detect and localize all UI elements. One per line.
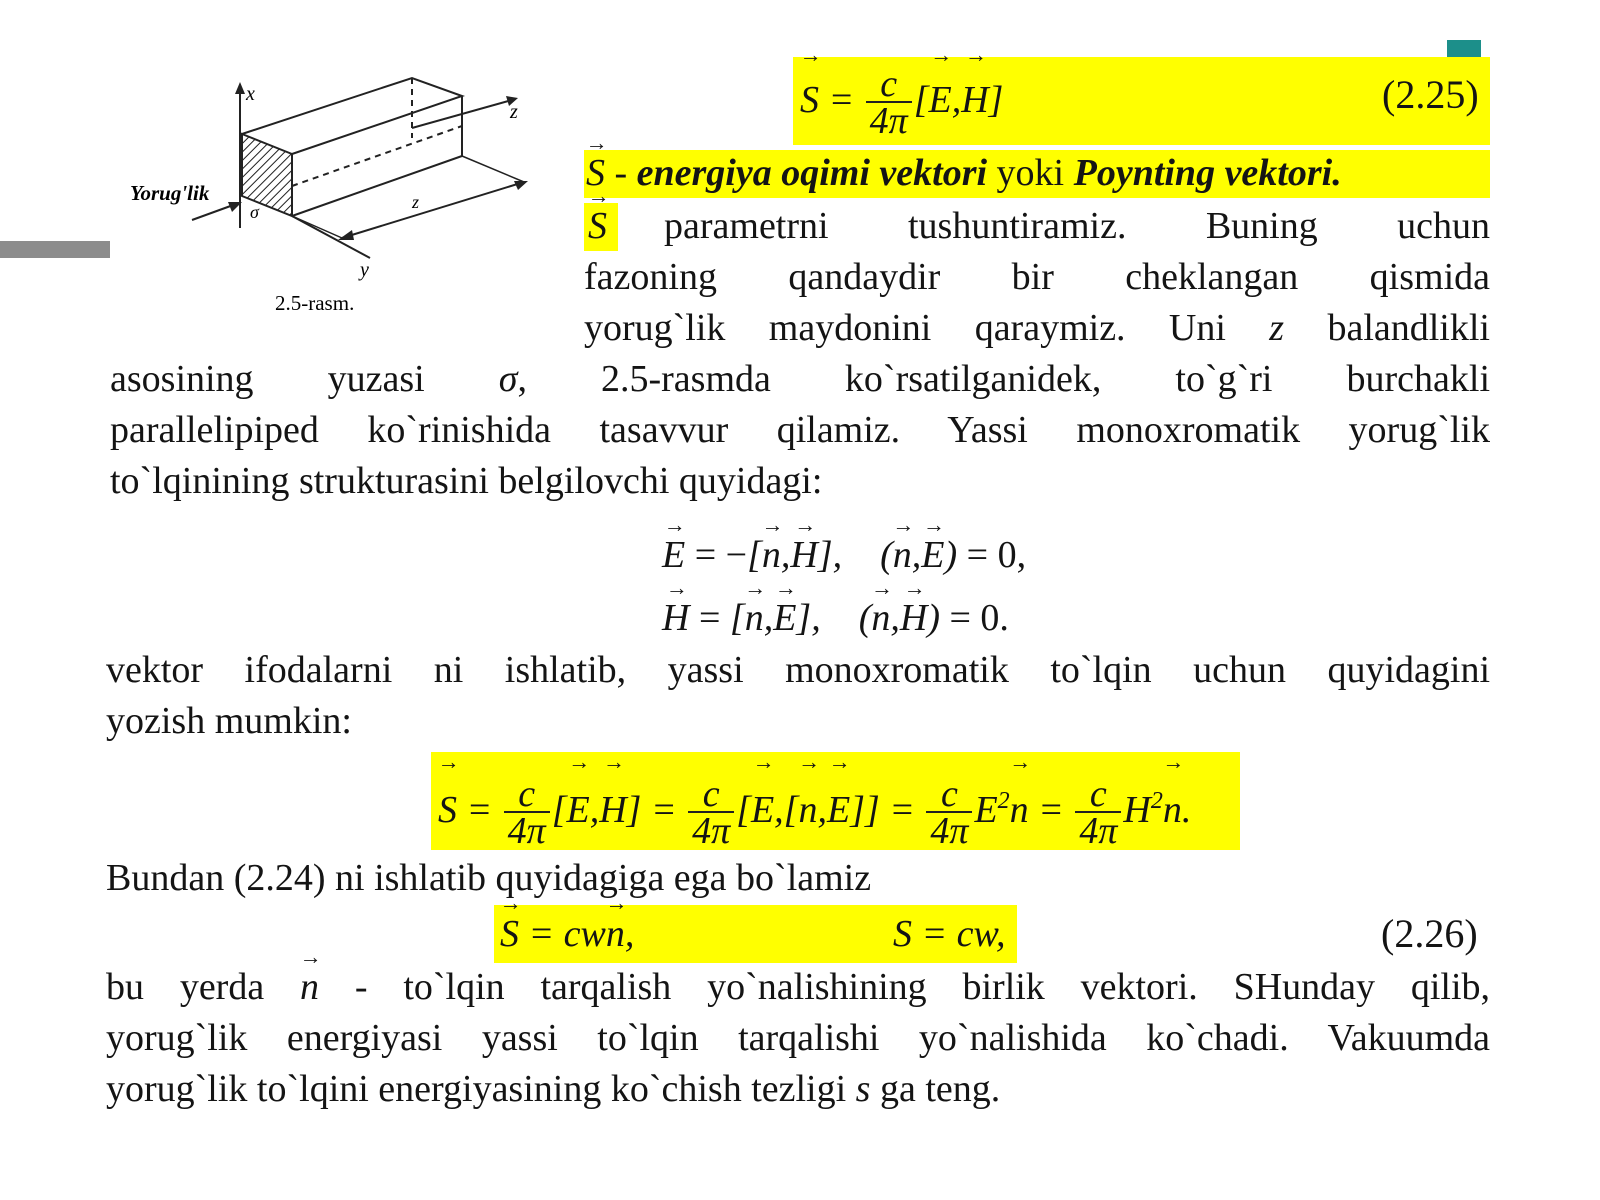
light-arrow [192,204,236,220]
line-1: → S - energiya oqimi vektori yoki Poynting vektori. [586,148,1490,198]
equation-poynting: → S = $\frac{c}{4\pi}$ [→ E,→ H] = $\frac{c}{4\pi}$ [→ E,[→ n,→ E]] = $\frac{c}{4\pi}$ $E^2\to n$ = $\frac{c}{4\pi}$ $H^2\to n$. [438,758,1191,853]
line-9: yozish mumkin: [106,700,352,742]
line-4: yorug`lik maydonini qaraymiz. Uni z balandlikli [584,307,1490,349]
sigma-label: σ [250,202,259,222]
corner-mark-decoration [1447,40,1481,58]
line-13: yorug`lik to`lqini energiyasining ko`chish tezligi s ga teng. [106,1068,1001,1110]
line-5: asosining yuzasi σ, 2.5-rasmda ko`rsatilganidek, to`g`ri burchakli [110,358,1490,400]
line-6: parallelipiped ko`rinishida tasavvur qilamiz. Yassi monoxromatik yorug`lik [110,409,1490,451]
system-eq-2: → H = [→ n,→ E], (→ n,→ H) = 0. [662,593,1009,643]
x-axis-label: x [246,83,255,105]
z-axis-label: z [510,101,518,123]
equation-2-26-vector: → S = cw→ n, [500,908,634,960]
line-12: yorug`lik energiyasi yassi to`lqin tarqalishi yo`nalishida ko`chadi. Vakuumda [106,1017,1490,1059]
line-11: bu yerda → n - to`lqin tarqalish yo`nalishining birlik vektori. SHunday qilib, [106,962,1490,1012]
line-2-symbol: → S [588,201,607,251]
equation-number-2-25: (2.25) [1382,72,1479,117]
line-10: Bundan (2.24) ni ishlatib quyidagiga ega bo`lamiz [106,857,872,899]
figure-caption: 2.5-rasm. [275,291,355,315]
line-2: parametrni tushuntiramiz. Buning uchun [664,205,1490,247]
equation-2-25: → S = $\frac{c}{4\pi}$ [→ E,→ H] [800,60,1003,140]
light-label: Yorug'lik [130,181,210,205]
z-dimension [342,182,524,238]
parallelepiped-diagram [120,70,550,330]
equation-number-2-26: (2.26) [1381,911,1478,956]
line-3: fazoning qandaydir bir cheklangan qismida [584,256,1490,298]
z-dimension-label: z [412,192,420,212]
system-eq-1: → E = −[→ n,→ H], (→ n,→ E) = 0, [662,530,1026,580]
figure-2-5 [120,70,550,330]
y-axis-label: y [360,259,369,281]
side-bar-decoration [0,241,110,258]
equation-2-26-scalar: S = cw, [893,913,1006,955]
line-7: to`lqinining strukturasini belgilovchi quyidagi: [110,460,823,502]
line-8: vektor ifodalarni ni ishlatib, yassi monoxromatik to`lqin uchun quyidagini [106,649,1490,691]
